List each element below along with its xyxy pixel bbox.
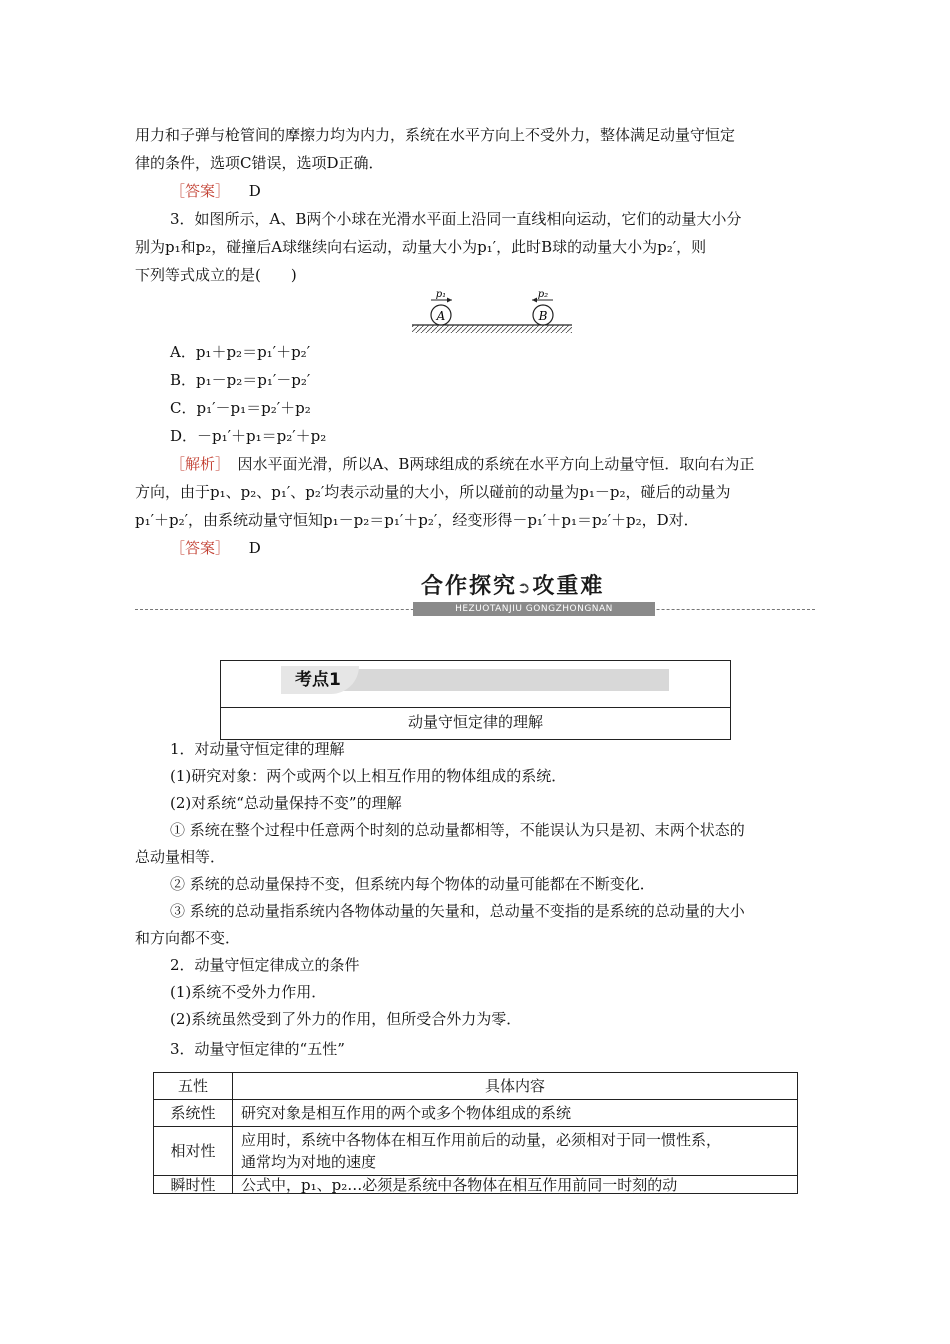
arrow-a-head — [447, 298, 452, 303]
question-stem: 3．如图所示，A、B两个小球在光滑水平面上沿同一直线相向运动，它们的动量大小分 — [170, 210, 742, 228]
option-a: A．p₁＋p₂＝p₁′＋p₂′ — [170, 343, 311, 361]
table-cell: 瞬时性 — [154, 1176, 233, 1194]
section-banner — [135, 573, 815, 623]
table-row — [154, 1127, 798, 1176]
table-cell-line: 应用时，系统中各物体在相互作用前后的动量，必须相对于同一惯性系， — [241, 1131, 722, 1149]
arrow-b-label: p₂ — [537, 289, 549, 300]
banner-title-right: 攻重难 — [532, 574, 605, 599]
answer-label: ［答案］ — [170, 539, 231, 557]
answer-label: ［答案］ — [170, 182, 231, 200]
arrow-a-label: p₁ — [435, 289, 447, 300]
table-header-row — [154, 1073, 798, 1100]
table-header: 五性 — [154, 1073, 233, 1100]
table-cell — [233, 1127, 798, 1176]
ball-b-label: B — [538, 309, 548, 323]
question-stem: 别为p₁和p₂，碰撞后A球继续向右运动，动量大小为p₁′，此时B球的动量大小为p₂′，则 — [135, 238, 707, 256]
body-line: ① 系统在整个过程中任意两个时刻的总动量都相等，不能误认为只是初、末两个状态的 — [170, 821, 745, 839]
ground-hatch — [412, 325, 572, 333]
body-line: (1)研究对象：两个或两个以上相互作用的物体组成的系统． — [170, 767, 567, 785]
arrow-icon: ➲ — [517, 578, 533, 597]
body-line: ③ 系统的总动量指系统内各物体动量的矢量和，总动量不变指的是系统的总动量的大小 — [170, 902, 745, 920]
body-line: 总动量相等． — [135, 848, 226, 866]
body-line: 和方向都不变． — [135, 929, 241, 947]
body-line: 2．动量守恒定律成立的条件 — [170, 956, 360, 974]
five-properties-table — [153, 1072, 798, 1194]
kaodian-tab: 考点1 — [281, 666, 359, 694]
banner-title-left: 合作探究 — [421, 574, 518, 599]
kaodian-title: 动量守恒定律的理解 — [407, 713, 543, 731]
table-cell: 公式中，p₁、p₂…必须是系统中各物体在相互作用前同一时刻的动 — [233, 1176, 798, 1194]
ball-a-label: A — [436, 309, 446, 323]
body-line: (2)系统虽然受到了外力的作用，但所受合外力为零． — [170, 1010, 522, 1028]
body-line: ② 系统的总动量保持不变，但系统内每个物体的动量可能都在不断变化． — [170, 875, 655, 893]
table-row — [154, 1100, 798, 1127]
option-c: C．p₁′－p₁＝p₂′＋p₂ — [170, 399, 311, 417]
paragraph-line: 用力和子弹与枪管间的摩擦力均为内力，系统在水平方向上不受外力，整体满足动量守恒定 — [135, 126, 736, 144]
table-cell-line: 通常均为对地的速度 — [241, 1153, 377, 1171]
question-stem: 下列等式成立的是( ) — [135, 266, 297, 284]
option-b: B．p₁－p₂＝p₁′－p₂′ — [170, 371, 311, 389]
table-row — [154, 1176, 798, 1194]
table-header: 具体内容 — [233, 1073, 798, 1100]
kaodian-divider — [221, 707, 730, 708]
option-d: D．－p₁′＋p₁＝p₂′＋p₂ — [170, 427, 327, 445]
body-line: 1．对动量守恒定律的理解 — [170, 740, 345, 758]
answer-line — [170, 180, 261, 202]
analysis-line — [170, 453, 754, 475]
arrow-b-head — [532, 298, 537, 303]
kaodian-box — [220, 660, 731, 740]
body-line: (2)对系统“总动量保持不变”的理解 — [170, 794, 402, 812]
answer-value: D — [248, 182, 261, 200]
table-cell: 系统性 — [154, 1100, 233, 1127]
answer-line — [170, 537, 261, 559]
body-line: 3．动量守恒定律的“五性” — [170, 1040, 345, 1058]
analysis-line: p₁′＋p₂′，由系统动量守恒知p₁－p₂＝p₁′＋p₂′，经变形得－p₁′＋p₁＝p₂′＋p₂，D对． — [135, 511, 699, 529]
analysis-label: ［解析］ — [170, 455, 223, 473]
body-line: (1)系统不受外力作用． — [170, 983, 327, 1001]
banner-subtitle: HEZUOTANJIU GONGZHONGNAN — [413, 602, 655, 616]
table-cell: 研究对象是相互作用的两个或多个物体组成的系统 — [233, 1100, 798, 1127]
collision-figure — [412, 287, 572, 337]
table-cell: 相对性 — [154, 1127, 233, 1176]
analysis-text: 因水平面光滑，所以A、B两球组成的系统在水平方向上动量守恒．取向右为正 — [222, 455, 755, 473]
banner-title — [421, 573, 604, 602]
analysis-line: 方向，由于p₁、p₂、p₁′、p₂′均表示动量的大小，所以碰前的动量为p₁－p₂，碰后的动量为 — [135, 483, 731, 501]
answer-value: D — [248, 539, 261, 557]
paragraph-line: 律的条件，选项C错误，选项D正确． — [135, 154, 384, 172]
